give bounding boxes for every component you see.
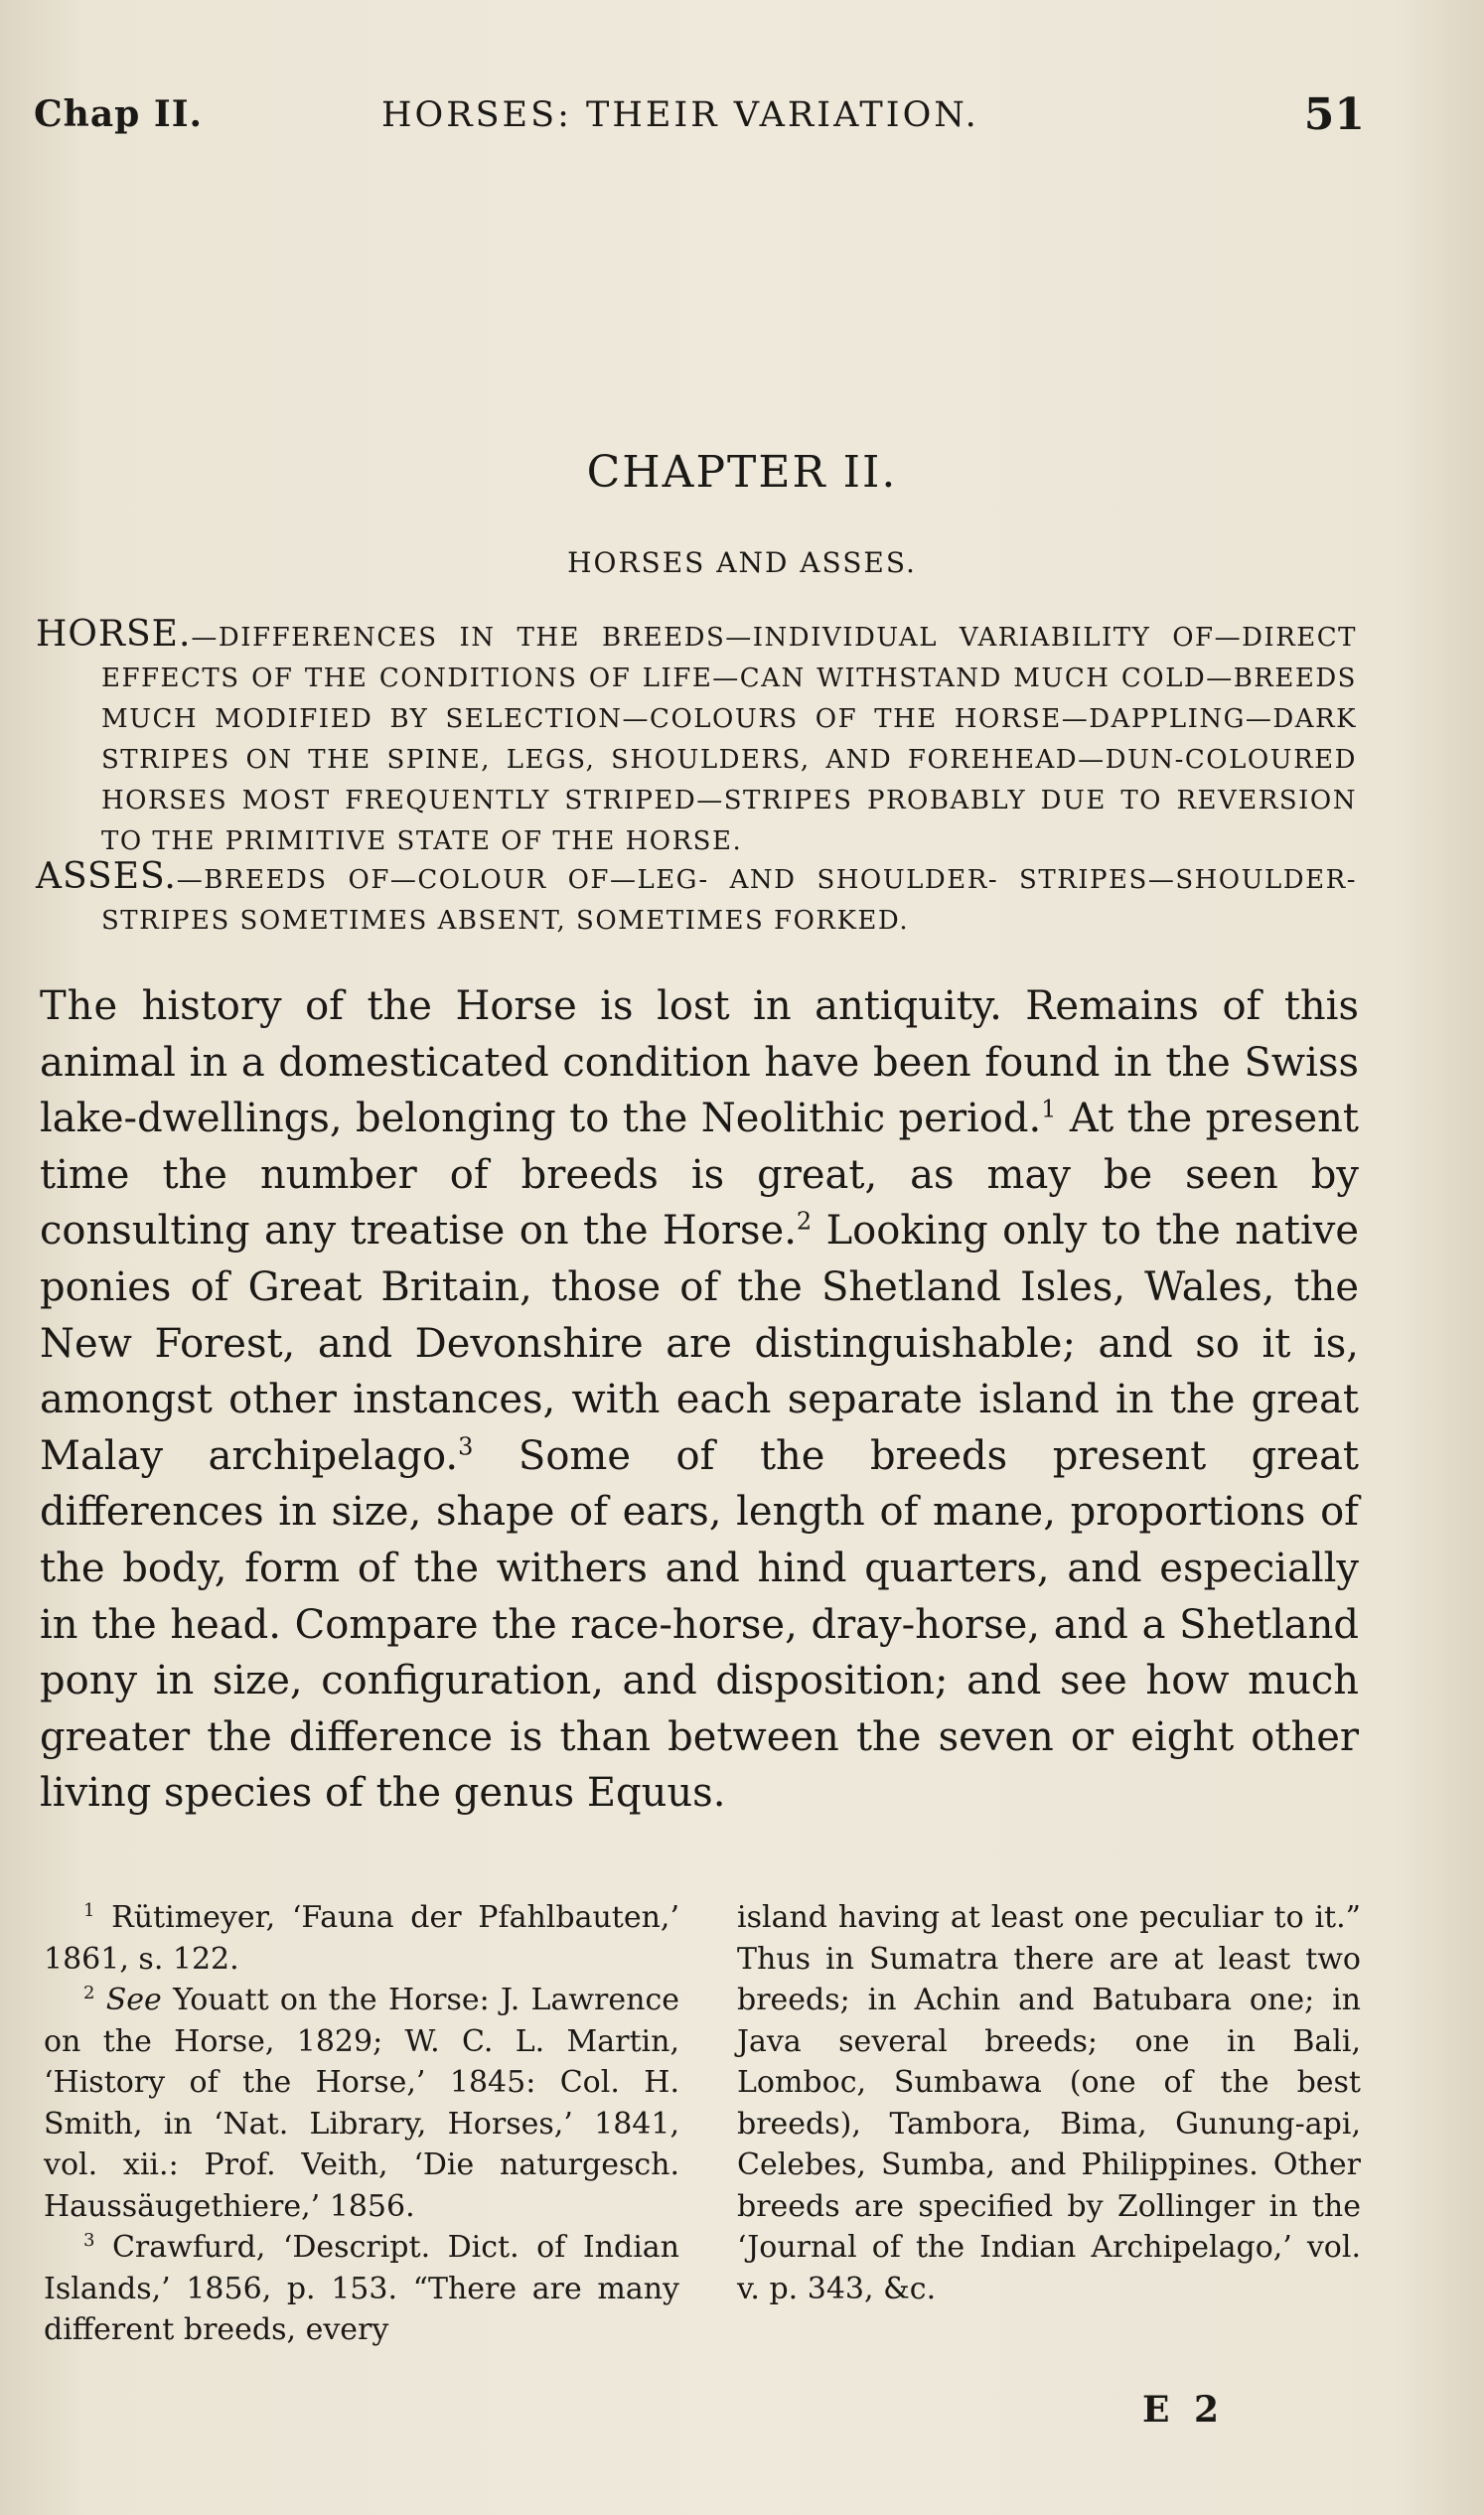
body-text-3: Looking only to the native ponies of Great Britain, those of the Shetland Isles, Wales, the New Forest, and Devonshire are distinguishable; and so it is, amongst other instances, with each separate island in the great Malay archipelago.: [40, 1208, 1359, 1479]
footnotes-right-column: [737, 1897, 1361, 2309]
footnote-2-text: Youatt on the Horse: J. Lawrence on the Horse, 1829; W. C. L. Martin, ‘History of the Horse,’ 1845: Col. H. Smith, in ‘Nat. Library, Horses,’ 1841, vol. xii.: Prof. Veith, ‘Die naturgesch. Haussäugethiere,’ 1856.: [44, 1983, 679, 2224]
footnote-1-mark: 1: [83, 1900, 95, 1921]
summary-asses-paragraph: [36, 856, 1357, 942]
footnotes-left-column: [44, 1897, 679, 2351]
summary-asses-head: ASSES.: [36, 856, 177, 897]
footnote-2: [44, 1980, 679, 2227]
chapter-subtitle: HORSES AND ASSES.: [567, 546, 917, 579]
footnote-2-mark: 2: [83, 1983, 95, 2003]
summary-horse-head: HORSE.: [36, 614, 192, 655]
running-head: [34, 89, 1365, 139]
body-text-2: At the present time the number of breeds is great, as may be seen by consulting any treatise on the Horse.: [40, 1096, 1360, 1255]
page-number: 51: [1303, 89, 1365, 140]
footnote-1: [44, 1897, 679, 1980]
footnote-3-text: Crawfurd, ‘Descript. Dict. of Indian Islands,’ 1856, p. 153. “There are many different breeds, every: [44, 2230, 679, 2347]
running-head-chapter: Chap II.: [34, 93, 204, 135]
footnote-1-text: Rütimeyer, ‘Fauna der Pfahlbauten,’ 1861, s. 122.: [44, 1900, 679, 1977]
footnote-3-mark: 3: [83, 2230, 95, 2251]
summary-asses-text: —BREEDS OF—COLOUR OF—LEG- AND SHOULDER- STRIPES—SHOULDER-STRIPES SOMETIMES ABSENT, SOMETIMES FORKED.: [101, 865, 1357, 936]
footnote-3: [44, 2227, 679, 2351]
chapter-summary-horse: [36, 614, 1357, 862]
body-paragraph: [40, 978, 1359, 1822]
body-first-word: The: [40, 983, 119, 1029]
footnote-ref-3: 3: [458, 1432, 474, 1461]
footnote-3-continued: island having at least one peculiar to it.” Thus in Sumatra there are at least two breeds; in Achin and Batubara one; in Java several breeds; one in Bali, Lomboc, Sumbawa (one of the best breeds), Tambora, Bima, Gunung-api, Celebes, Sumba, and Philippines. Other breeds are specified by Zollinger in the ‘Journal of the Indian Archipelago,’ vol. v. p. 343, &c.: [737, 1900, 1361, 2306]
chapter-summary-asses: [36, 856, 1357, 942]
signature-mark: E 2: [1142, 2389, 1226, 2431]
chapter-title: CHAPTER II.: [586, 447, 898, 498]
running-head-title: HORSES: THEIR VARIATION.: [381, 95, 979, 135]
summary-horse-text: —DIFFERENCES IN THE BREEDS—INDIVIDUAL VARIABILITY OF—DIRECT EFFECTS OF THE CONDITIONS OF LIFE—CAN WITHSTAND MUCH COLD—BREEDS MUCH MODIFIED BY SELECTION—COLOURS OF THE HORSE—DAPPLING—DARK STRIPES ON THE SPINE, LEGS, SHOULDERS, AND FOREHEAD—DUN-COLOURED HORSES MOST FREQUENTLY STRIPED—STRIPES PROBABLY DUE TO REVERSION TO THE PRIMITIVE STATE OF THE HORSE.: [101, 623, 1357, 856]
footnote-ref-2: 2: [796, 1208, 813, 1237]
body-text-1: history of the Horse is lost in antiquity. Remains of this animal in a domesticated condition have been found in the Swiss lake-dwellings, belonging to the Neolithic period.: [40, 983, 1359, 1142]
footnote-2-see: See: [105, 1983, 162, 2017]
footnote-ref-1: 1: [1041, 1095, 1057, 1123]
summary-horse-paragraph: [36, 614, 1357, 862]
body-text-4: Some of the breeds present great differences in size, shape of ears, length of mane, proportions of the body, form of the withers and hind quarters, and especially in the head. Compare the race-horse, dray-horse, and a Shetland pony in size, configuration, and disposition; and see how much greater the difference is than between the seven or eight other living species of the genus Equus.: [40, 1432, 1359, 1817]
